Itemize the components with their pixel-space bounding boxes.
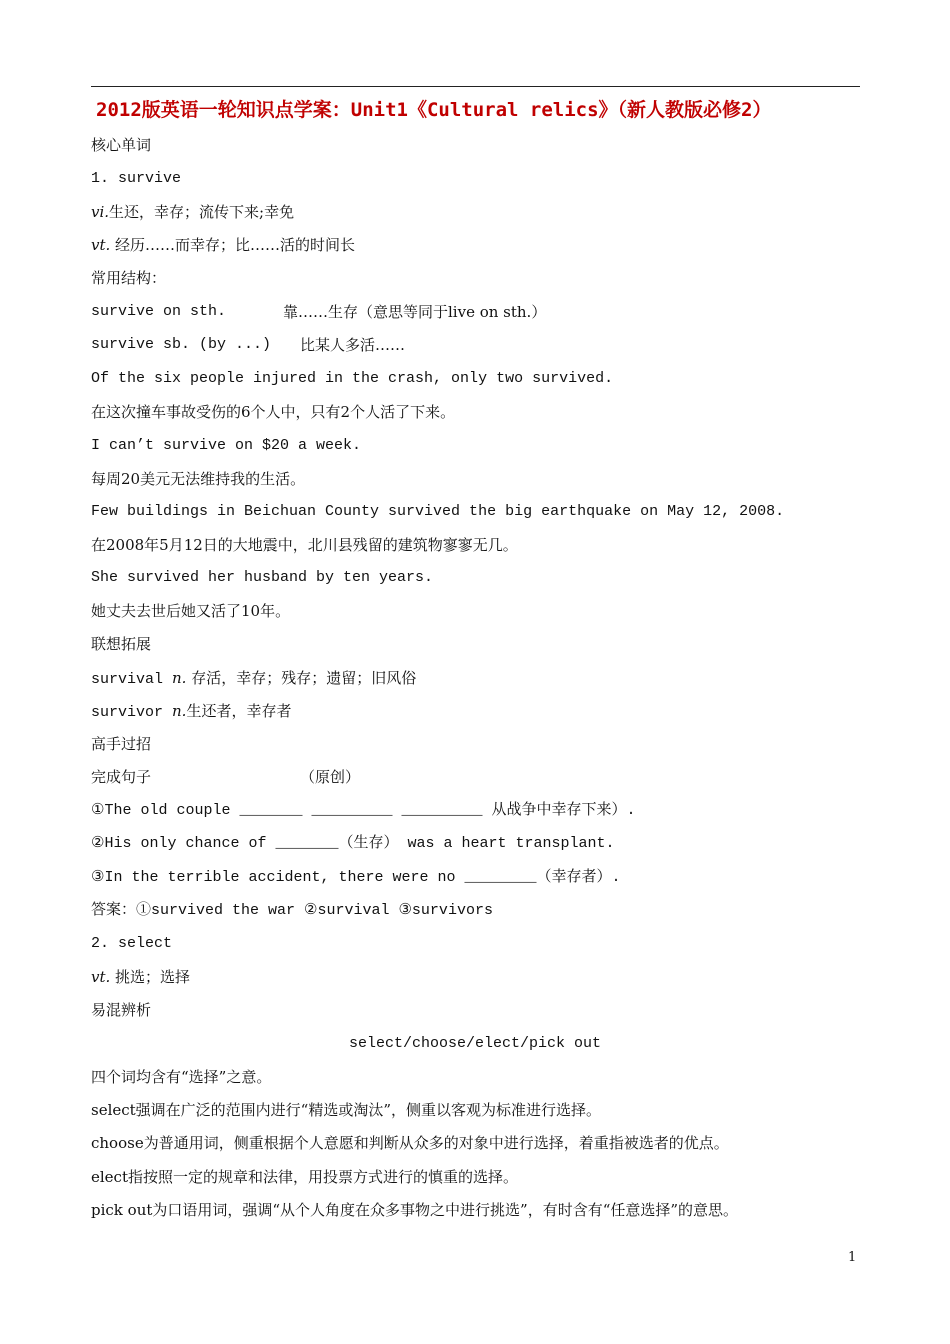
choices-title: select/choose/elect/pick out xyxy=(348,1035,602,1052)
structure-2-en: survive sb. (by ...) xyxy=(91,336,272,353)
structure-1-cn: 靠……生存（意思等同于live on sth.） xyxy=(283,303,547,321)
pos-label: n. xyxy=(172,702,187,720)
pos-label: vt. xyxy=(91,968,111,986)
example-3-cn: 在2008年5月12日的大地震中，北川县残留的建筑物寥寥无几。 xyxy=(91,536,518,554)
example-3-en: Few buildings in Beichuan County survived the big earthquake on May 12, 2008. xyxy=(91,503,785,520)
header-rule xyxy=(91,86,860,87)
definition-text: 挑选；选择 xyxy=(110,968,191,986)
derived-definition: 存活，幸存；残存；遗留；旧风俗 xyxy=(186,669,417,687)
word-heading-select: 2. select xyxy=(91,935,173,952)
pos-label: vt. xyxy=(91,236,111,254)
word-heading-survive: 1. survive xyxy=(91,170,182,187)
document-title: 2012版英语一轮知识点学案：Unit1《Cultural relics》（新人教版必修2） xyxy=(96,99,772,121)
expert-tips-heading: 高手过招 xyxy=(91,735,152,753)
structure-1-en: survive on sth. xyxy=(91,303,227,320)
derived-word: survival xyxy=(91,671,173,688)
example-2-cn: 每周20美元无法维持我的生活。 xyxy=(91,470,306,488)
example-1-cn: 在这次撞车事故受伤的6个人中，只有2个人活了下来。 xyxy=(91,403,456,421)
example-2-en: I can’t survive on $20 a week. xyxy=(91,437,362,454)
exercise-3: ③In the terrible accident, there were no ________（幸存者）. xyxy=(91,869,621,886)
page-number: 1 xyxy=(848,1250,857,1265)
association-heading: 联想拓展 xyxy=(91,635,152,653)
definition-vt xyxy=(91,235,355,255)
definition-text: 经历……而幸存；比……活的时间长 xyxy=(110,236,356,254)
exercise-1: ①The old couple _______ _________ _________ 从战争中幸存下来）. xyxy=(91,802,636,819)
paragraph-pick-out: pick out为口语用词，强调“从个人角度在众多事物之中进行挑选”，有时含有“任意选择”的意思。 xyxy=(91,1201,739,1219)
definition-vt-select xyxy=(91,967,190,987)
paragraph-choose: choose为普通用词，侧重根据个人意愿和判断从众多的对象中进行选择，着重指被选者的优点。 xyxy=(91,1134,729,1152)
paragraph-select: select强调在广泛的范围内进行“精选或淘汰”，侧重以客观为标准进行选择。 xyxy=(91,1101,602,1119)
derived-definition: 生还者，幸存者 xyxy=(186,702,292,720)
pos-label: vi. xyxy=(91,203,110,221)
definition-vi xyxy=(91,202,294,222)
common-structures-heading: 常用结构： xyxy=(91,269,167,287)
structure-2-cn: 比某人多活…… xyxy=(300,336,406,354)
derived-word-survival xyxy=(91,668,416,690)
confusing-words-heading: 易混辨析 xyxy=(91,1001,152,1019)
derived-word: survivor xyxy=(91,704,173,721)
complete-sentences-heading: 完成句子 xyxy=(91,768,152,786)
example-4-en: She survived her husband by ten years. xyxy=(91,569,434,586)
example-1-en: Of the six people injured in the crash, only two survived. xyxy=(91,370,614,387)
pos-label: n. xyxy=(172,669,187,687)
paragraph-1: 四个词均含有“选择”之意。 xyxy=(91,1068,272,1086)
exercise-2: ②His only chance of _______（生存） was a heart transplant. xyxy=(91,835,615,852)
example-4-cn: 她丈夫去世后她又活了10年。 xyxy=(91,602,291,620)
answers: 答案：①survived the war ②survival ③survivors xyxy=(91,902,493,919)
definition-text: 生还，幸存；流传下来;幸免 xyxy=(109,203,295,221)
original-label: （原创） xyxy=(300,768,361,786)
derived-word-survivor xyxy=(91,701,291,723)
section-heading-core-words: 核心单词 xyxy=(91,136,152,154)
paragraph-elect: elect指按照一定的规章和法律，用投票方式进行的慎重的选择。 xyxy=(91,1168,518,1186)
